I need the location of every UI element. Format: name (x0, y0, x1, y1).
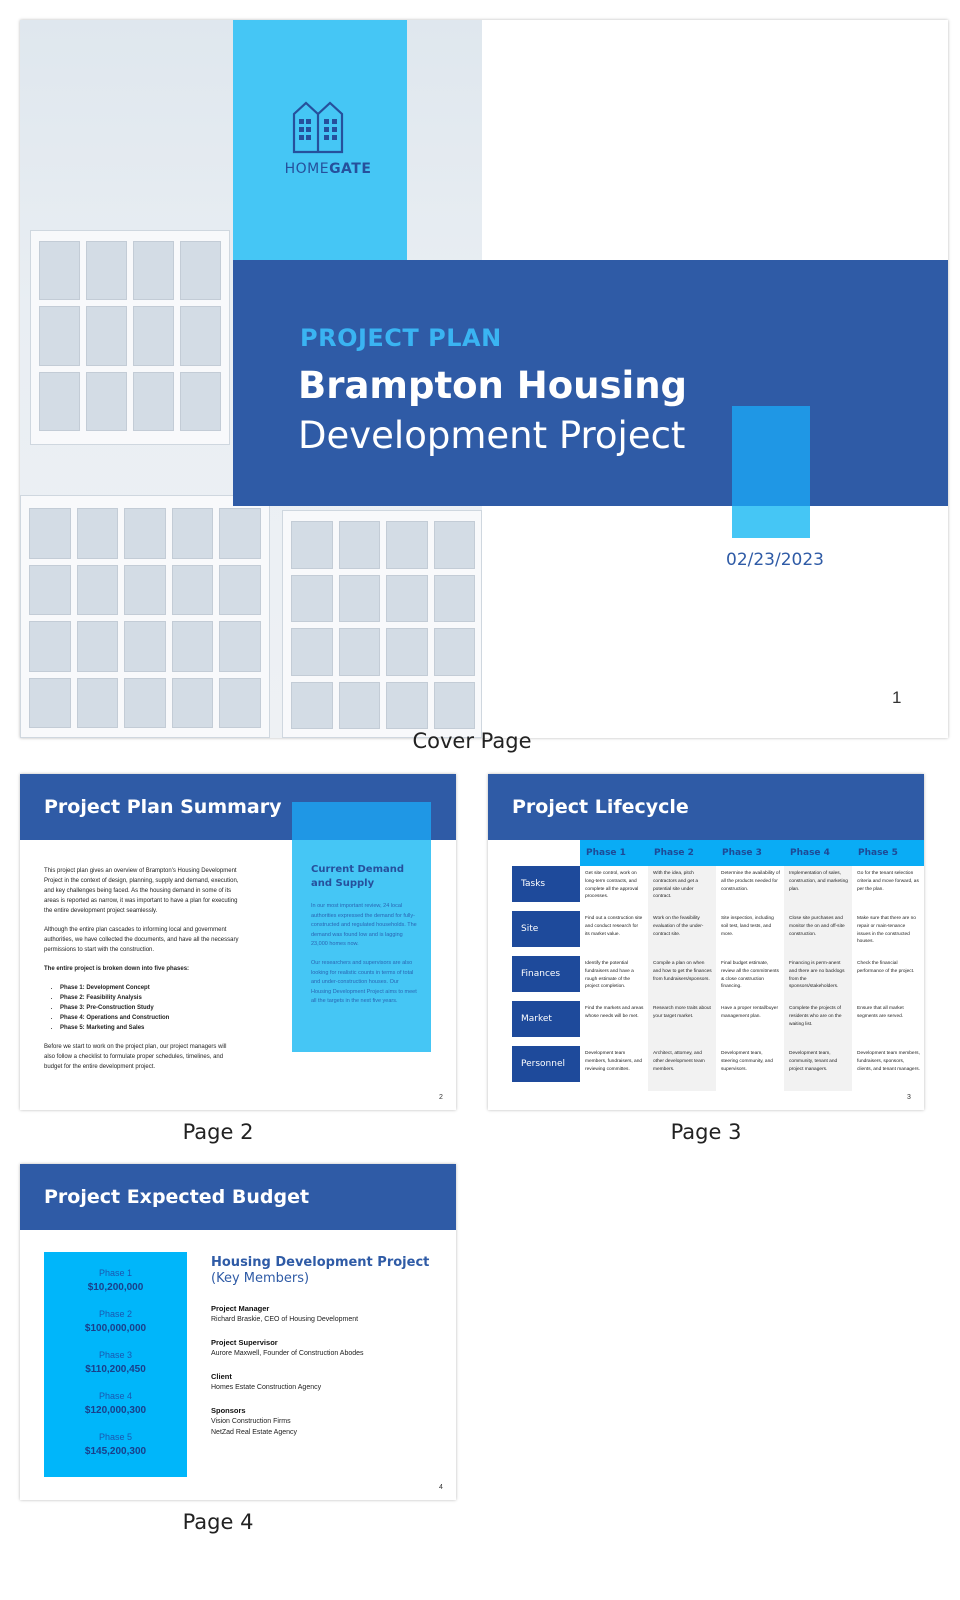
phase-header: Phase 5 (852, 840, 924, 866)
phase-header: Phase 2 (648, 840, 716, 866)
summary-body (44, 866, 239, 1081)
document-kicker: PROJECT PLAN (300, 324, 502, 352)
phase-item: • Phase 1: Development Concept (60, 983, 239, 993)
demand-supply-title: Current Demand and Supply (311, 864, 405, 889)
accent-block-overlap (732, 406, 810, 506)
page-title: Project Lifecycle (512, 796, 689, 818)
member-name: Vision Construction Firms (211, 1418, 291, 1425)
page-number: 1 (892, 688, 902, 707)
page-title: Project Plan Summary (44, 796, 282, 818)
page-number: 3 (907, 1094, 911, 1101)
cover-title-line1: Brampton Housing (298, 364, 688, 407)
lifecycle-cell: Get site control, work on long-term contracts, and complete all the approval processes. (585, 871, 639, 900)
page-2 (20, 774, 456, 1110)
page-number: 2 (439, 1094, 443, 1101)
lifecycle-cell: Find out a construction site and conduct research for its market value. (585, 916, 643, 937)
cover-date: 02/23/2023 (726, 550, 824, 570)
budget-phase-label: Phase 4 (98, 1391, 133, 1401)
lifecycle-cell: Find the markets and areas whose needs will be met. (585, 1006, 644, 1019)
budget-phase-label: Phase 5 (98, 1432, 133, 1442)
budget-amount: $120,000,300 (84, 1405, 147, 1416)
lifecycle-cell: Implementation of sales, construction, and marketing plan. (784, 866, 852, 911)
member-name: Aurore Maxwell, Founder of Construction Abodes (211, 1350, 364, 1357)
lifecycle-cell: Final budget estimate, review all the commitments & close construction financing. (721, 961, 779, 990)
demand-supply-text (311, 902, 419, 1016)
demand-paragraph: Our researchers and supervisors are also looking for realistic counts in terms of total and under-construction houses. Our Housing Development Project aims to meet all the targets in the next five years. (311, 959, 417, 1005)
lifecycle-cell: Determine the availability of all the products needed for construction. (721, 871, 780, 892)
caption-cover: Cover Page (412, 729, 532, 753)
key-members-subtitle: (Key Members) (211, 1271, 310, 1286)
member-role: Project Manager (211, 1304, 270, 1313)
phase-item: • Phase 5: Marketing and Sales (60, 1023, 239, 1033)
lifecycle-cell: Complete the projects of residents who are on the waiting list. (784, 1001, 852, 1046)
phase-header: Phase 1 (580, 840, 648, 866)
caption-page-3: Page 3 (670, 1120, 742, 1144)
row-label-site: Site (512, 911, 580, 947)
twin-building-icon (288, 100, 348, 154)
row-label-finances: Finances (512, 956, 580, 992)
summary-paragraph: Although the entire plan cascades to informing local and government authorities, we have collected the documents, and have all the necessary permissions to start with the construction. (44, 927, 239, 953)
lifecycle-cell: Financing is perm-anent and there are no backlogs from the sponsors/stakeholders. (784, 956, 852, 1001)
building-block-lower (20, 495, 270, 738)
lifecycle-cell: Development team, steering community, and supervisors. (721, 1051, 773, 1072)
lifecycle-cell: Ensure that all market segments are served. (857, 1006, 904, 1019)
building-block-right (282, 510, 482, 738)
member-role: Client (211, 1372, 232, 1381)
page-3 (488, 774, 924, 1110)
member-name: NetZad Real Estate Agency (211, 1429, 297, 1436)
member-name: Homes Estate Construction Agency (211, 1384, 322, 1391)
lifecycle-cell: Have a proper rental/buyer management plan. (721, 1006, 779, 1019)
demand-paragraph: In our most important review, 24 local authorities expressed the demand for fully-constructed and regulated households. The demand was found low and is lagging 23,000 homes now. (311, 903, 417, 948)
phase-item: • Phase 4: Operations and Construction (60, 1013, 239, 1023)
row-label-tasks: Tasks (512, 866, 580, 902)
lifecycle-cell: Development team, community, tenant and project managers. (784, 1046, 852, 1091)
page-4 (20, 1164, 456, 1500)
caption-page-4: Page 4 (182, 1510, 254, 1534)
member-role: Project Supervisor (211, 1338, 278, 1347)
phase-header: Phase 4 (784, 840, 852, 866)
demand-supply-box-top (292, 802, 431, 840)
summary-paragraph: This project plan gives an overview of Brampton's Housing Development Project in the context of design, planning, supply and demand, execution, and key challenges being faced. As the housing demand in some of its areas is reported as narrow, it was important to have a plan for executing the entire development project seamlessly. (44, 868, 239, 914)
brand-logo-text: HOMEGATE (284, 161, 372, 177)
budget-amount: $10,200,000 (87, 1282, 144, 1293)
lifecycle-cell: Compile a plan on when and how to get the finances from fundraisers/sponsors. (648, 956, 716, 1001)
caption-page-2: Page 2 (182, 1120, 254, 1144)
lifecycle-cell: Development team members, fundraisers, and reviewing committes. (585, 1051, 643, 1072)
cover-page (20, 20, 948, 738)
lifecycle-cell: Make sure that there are no repair or main-tenance issues in the constructed houses. (857, 916, 916, 945)
phase-item: • Phase 2: Feasibility Analysis (60, 993, 239, 1003)
budget-phase-label: Phase 2 (98, 1309, 133, 1319)
budget-amount: $100,000,000 (84, 1323, 147, 1334)
lifecycle-cell: Go for the tenant selection criteria and move forward, as per the plan. (857, 871, 919, 892)
phase-header: Phase 3 (716, 840, 784, 866)
lifecycle-cell: Check the financial performance of the project. (857, 961, 915, 974)
lifecycle-cell: Architect, attorney, and other development team members. (648, 1046, 716, 1091)
lifecycle-cell: Work on the feasibility evaluation of the under-contract site. (648, 911, 716, 956)
lifecycle-cell: Research more traits about your target market. (648, 1001, 716, 1046)
row-label-market: Market (512, 1001, 580, 1037)
lifecycle-cell: Close site purchases and monitor the on and off-site construction. (784, 911, 852, 956)
phases-list (60, 983, 239, 1033)
budget-phase-label: Phase 3 (98, 1350, 133, 1360)
key-members-title: Housing Development Project (211, 1255, 430, 1270)
budget-amount: $145,200,300 (84, 1446, 147, 1457)
budget-phase-label: Phase 1 (98, 1268, 133, 1278)
cover-title-line2: Development Project (298, 414, 686, 457)
row-label-personnel: Personnel (512, 1046, 580, 1082)
lifecycle-cell: Site inspection, including soil test, land tests, and more. (721, 916, 774, 937)
lifecycle-cell: Identify the potential fundraisers and have a rough estimate of the project completion. (585, 961, 634, 990)
phases-intro: The entire project is broken down into five phases: (44, 966, 190, 972)
member-role: Sponsors (211, 1406, 246, 1415)
lifecycle-cell: With the idea, pitch contractors and get a potential site under contract. (648, 866, 716, 911)
member-name: Richard Braskie, CEO of Housing Development (211, 1316, 359, 1323)
phase-item: • Phase 3: Pre-Construction Study (60, 1003, 239, 1013)
page-number: 4 (439, 1484, 443, 1491)
building-block-upper (30, 230, 230, 445)
page-title: Project Expected Budget (44, 1186, 310, 1208)
lifecycle-cell: Development team members, fundraisers, sponsors, clients, and tenant managers. (857, 1051, 920, 1072)
summary-paragraph: Before we start to work on the project plan, our project managers will also follow a checklist to formulate proper schedules, timelines, and budget for the entire development project. (44, 1044, 227, 1070)
budget-amount: $110,200,450 (85, 1364, 146, 1375)
